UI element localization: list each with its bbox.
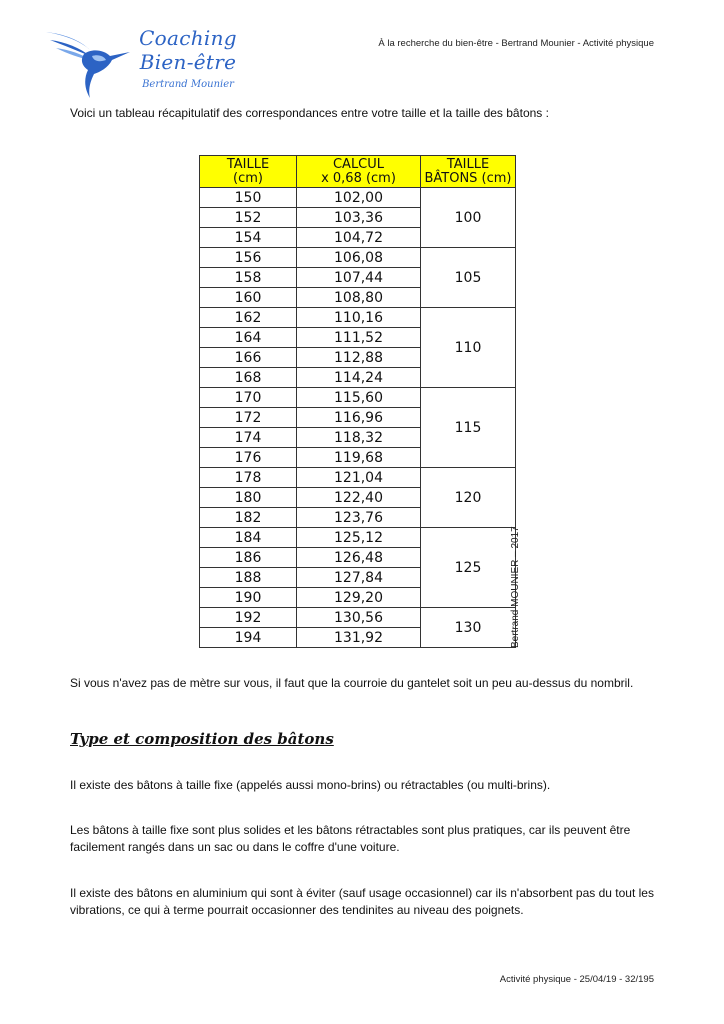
taille-cell: 190 bbox=[200, 588, 297, 608]
taille-cell: 168 bbox=[200, 368, 297, 388]
taille-cell: 152 bbox=[200, 208, 297, 228]
calcul-cell: 126,48 bbox=[297, 548, 421, 568]
header-taille: TAILLE (cm) bbox=[200, 156, 297, 188]
logo-text bbox=[128, 26, 248, 92]
calcul-cell: 131,92 bbox=[297, 628, 421, 648]
calcul-cell: 115,60 bbox=[297, 388, 421, 408]
table-header-row bbox=[200, 156, 516, 188]
baton-size-cell: 130 bbox=[421, 608, 516, 648]
taille-cell: 192 bbox=[200, 608, 297, 628]
calcul-cell: 111,52 bbox=[297, 328, 421, 348]
taille-cell: 178 bbox=[200, 468, 297, 488]
table-row bbox=[200, 188, 516, 208]
table-row bbox=[200, 308, 516, 328]
baton-size-cell: 110 bbox=[421, 308, 516, 388]
size-table bbox=[199, 155, 516, 648]
calcul-cell: 127,84 bbox=[297, 568, 421, 588]
taille-cell: 156 bbox=[200, 248, 297, 268]
taille-cell: 160 bbox=[200, 288, 297, 308]
paragraph-3: Il existe des bâtons en aluminium qui sont à éviter (sauf usage occasionnel) car ils n'absorbent pas du tout les vibrations, ce qui à terme pourrait occasionner des tendinites au niveau des poignets. bbox=[70, 886, 654, 917]
calcul-cell: 122,40 bbox=[297, 488, 421, 508]
baton-size-cell: 100 bbox=[421, 188, 516, 248]
taille-cell: 180 bbox=[200, 488, 297, 508]
calcul-cell: 106,08 bbox=[297, 248, 421, 268]
taille-cell: 176 bbox=[200, 448, 297, 468]
calcul-cell: 104,72 bbox=[297, 228, 421, 248]
taille-cell: 172 bbox=[200, 408, 297, 428]
calcul-cell: 102,00 bbox=[297, 188, 421, 208]
intro-text: Voici un tableau récapitulatif des correspondances entre votre taille et la taille des bâtons : bbox=[70, 106, 549, 120]
taille-cell: 150 bbox=[200, 188, 297, 208]
header-calcul: CALCUL x 0,68 (cm) bbox=[297, 156, 421, 188]
calcul-cell: 114,24 bbox=[297, 368, 421, 388]
calcul-cell: 119,68 bbox=[297, 448, 421, 468]
paragraph-metre: Si vous n'avez pas de mètre sur vous, il faut que la courroie du gantelet soit un peu au-dessus du nombril. bbox=[70, 676, 634, 690]
baton-size-cell: 105 bbox=[421, 248, 516, 308]
taille-cell: 170 bbox=[200, 388, 297, 408]
table-body bbox=[200, 188, 516, 648]
logo-line-1: Coaching bbox=[139, 26, 237, 50]
taille-cell: 154 bbox=[200, 228, 297, 248]
taille-cell: 186 bbox=[200, 548, 297, 568]
table-row bbox=[200, 248, 516, 268]
logo-line-3: Bertrand Mounier bbox=[142, 79, 234, 90]
calcul-cell: 108,80 bbox=[297, 288, 421, 308]
calcul-cell: 121,04 bbox=[297, 468, 421, 488]
calcul-cell: 110,16 bbox=[297, 308, 421, 328]
calcul-cell: 103,36 bbox=[297, 208, 421, 228]
table-row bbox=[200, 468, 516, 488]
calcul-cell: 112,88 bbox=[297, 348, 421, 368]
copyright-text: Bertrand MOUNIER – 2017 bbox=[510, 526, 521, 648]
table-row bbox=[200, 388, 516, 408]
taille-cell: 158 bbox=[200, 268, 297, 288]
size-table-wrapper bbox=[199, 155, 516, 648]
logo bbox=[44, 26, 244, 102]
calcul-cell: 129,20 bbox=[297, 588, 421, 608]
taille-cell: 174 bbox=[200, 428, 297, 448]
calcul-cell: 116,96 bbox=[297, 408, 421, 428]
header-batons: TAILLE BÂTONS (cm) bbox=[421, 156, 516, 188]
hummingbird-icon bbox=[44, 26, 136, 98]
table-row bbox=[200, 528, 516, 548]
header-text: À la recherche du bien-être - Bertrand Mounier - Activité physique bbox=[378, 38, 654, 49]
taille-cell: 166 bbox=[200, 348, 297, 368]
taille-cell: 184 bbox=[200, 528, 297, 548]
taille-cell: 182 bbox=[200, 508, 297, 528]
taille-cell: 194 bbox=[200, 628, 297, 648]
calcul-cell: 107,44 bbox=[297, 268, 421, 288]
calcul-cell: 130,56 bbox=[297, 608, 421, 628]
taille-cell: 164 bbox=[200, 328, 297, 348]
taille-cell: 162 bbox=[200, 308, 297, 328]
baton-size-cell: 125 bbox=[421, 528, 516, 608]
taille-cell: 188 bbox=[200, 568, 297, 588]
paragraph-1: Il existe des bâtons à taille fixe (appelés aussi mono-brins) ou rétractables (ou multi-brins). bbox=[70, 778, 551, 792]
paragraph-2: Les bâtons à taille fixe sont plus solides et les bâtons rétractables sont plus pratiques, car ils peuvent être facilement rangés dans un sac ou dans le coffre d'une voiture. bbox=[70, 823, 631, 854]
section-title: Type et composition des bâtons bbox=[70, 730, 334, 748]
table-row bbox=[200, 608, 516, 628]
baton-size-cell: 120 bbox=[421, 468, 516, 528]
footer-text: Activité physique - 25/04/19 - 32/195 bbox=[499, 974, 654, 985]
calcul-cell: 118,32 bbox=[297, 428, 421, 448]
logo-line-2: Bien-être bbox=[139, 50, 237, 74]
calcul-cell: 125,12 bbox=[297, 528, 421, 548]
baton-size-cell: 115 bbox=[421, 388, 516, 468]
calcul-cell: 123,76 bbox=[297, 508, 421, 528]
